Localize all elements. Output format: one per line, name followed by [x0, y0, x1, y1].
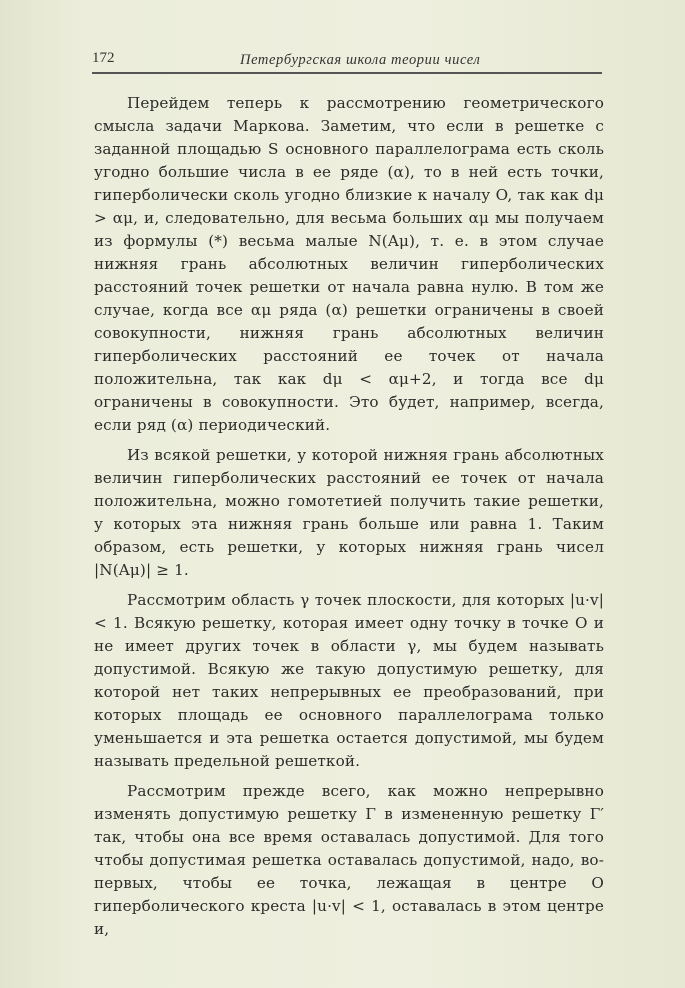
page-header: [92, 46, 600, 70]
running-title: Петербургская школа теории чисел: [240, 52, 481, 68]
paragraph-1: Перейдем теперь к рассмотрению геометрического смысла задачи Маркова. Заметим, что если в решетке с заданной площадью S основного параллелограма есть сколь угодно большие числа в ее ряде (α), то в ней есть точки, гиперболически сколь угодно близкие к началу O, так как dμ > αμ, и, следовательно, для весьма больших αμ мы получаем из формулы (*) весьма малые N(Aμ), т. е. в этом случае нижняя грань абсолютных величин гиперболических расстояний точек решетки от начала равна нулю. В том же случае, когда все αμ ряда (α) решетки ограничены в своей совокупности, нижняя грань абсолютных величин гиперболических расстояний ее точек от начала положительна, так как dμ < αμ+2, и тогда все dμ ограничены в совокупности. Это будет, например, всегда, если ряд (α) периодический.: [94, 94, 604, 434]
page-number: 172: [92, 50, 115, 66]
paragraph-2: Из всякой решетки, у которой нижняя грань абсолютных величин гиперболических расстояний ее точек от начала положительна, можно гомотетией получить такие решетки, у которых эта нижняя грань больше или равна 1. Таким образом, есть решетки, у которых нижняя грань чисел |N(Aμ)| ≥ 1.: [94, 446, 604, 579]
paragraph-4: Рассмотрим прежде всего, как можно непрерывно изменять допустимую решетку Γ в измененную решетку Γ′ так, чтобы она все время оставалась допустимой. Для того чтобы допустимая решетка оставалась допустимой, надо, во-первых, чтобы ее точка, лежащая в центре O гиперболического креста |u·v| < 1, оставалась в этом центре и,: [94, 782, 604, 938]
page-body: [94, 92, 604, 941]
header-rule: [92, 72, 602, 74]
paragraph-3: Рассмотрим область γ точек плоскости, для которых |u·v| < 1. Всякую решетку, которая имеет одну точку в точке O и не имеет других точек в области γ, мы будем называть допустимой. Всякую же такую допустимую решетку, для которой нет таких непрерывных ее преобразований, при которых площадь ее основного параллелограма только уменьшается и эта решетка остается допустимой, мы будем называть предельной решеткой.: [94, 591, 604, 770]
